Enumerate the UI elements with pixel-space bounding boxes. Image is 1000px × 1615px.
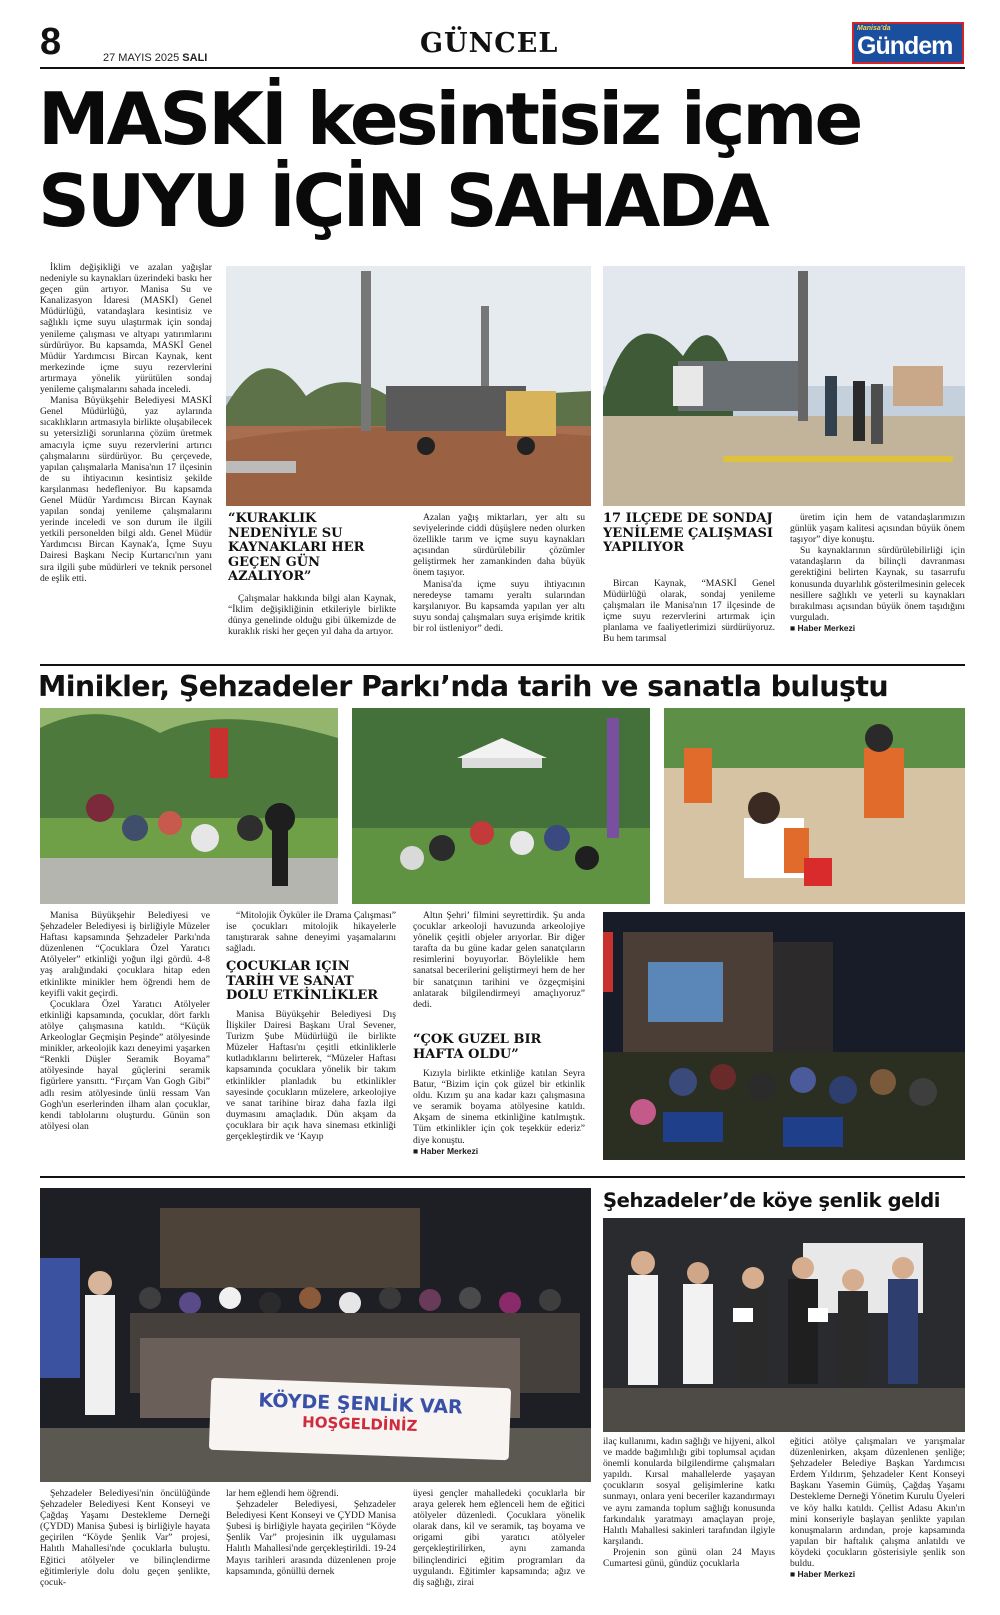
story1-headline-line2: SUYU İÇİN SAHADA [38,159,767,243]
paragraph: üretim için hem de vatandaşlarımızın günlük yaşam kalitesi açısından büyük önem taşıyor” diye konuştu. [790,512,965,546]
story1-column-2 [228,593,396,659]
day-text: SALI [182,52,208,64]
village-festival-banner [209,1378,511,1460]
issue-date [103,52,207,64]
paragraph: Manisa'da içme suyu ihtiyacının neredeyse tamamı yeraltı sularından karşılanıyor. Bu kapsamda yapılan yer altı suyu sondaj çalışmaları suya erişimde kritik bir rol üstleniyor” dedi. [413,578,585,634]
story3-column-2 [226,1488,396,1606]
story1-column-3 [413,512,585,659]
story2-divider [40,1176,965,1178]
group-photo-with-banner [40,1188,591,1482]
section-title: GÜNCEL [420,28,559,59]
paragraph: Manisa Büyükşehir Belediyesi Dış İlişkiler Dairesi Başkanı Ural Sevener, Turizm Şube Müdürlüğü ile birlikte Müzeler Haftası'nı çeşitli etkinliklerle kutladıklarını belirterek, “Müzeler Haftası kapsamında çocuklara yönelik bir takım etkinlikler planladık bu etkinlikler sayesinde çocukların müzelere, arkeolojiye ve sanat tarihine biraz daha fazla ilgi duymasını amaçladık. Dün akşam da çocuklara bir açık hava sineması etkinliği gerçekleştirdik ve ‘Kayıp [226,1009,396,1143]
paragraph: İklim değişikliği ve azalan yağışlar nedeniyle su kaynakları üzerindeki baskı her geçen gün artıyor. Manisa Su ve Kanalizasyon İdaresi (MASKİ) Genel Müdürlüğü, vatandaşlara kesintisiz ve sağlıklı içme suyu ulaştırmak için sondaj yenileme çalışması ve altyapı yatırımlarını sürdürüyor. Bu kapsamda, MASKİ Genel Müdür Yardımcısı Bircan Kaynak, kent merkezinde içme suyu rezervlerini artırmaya yönelik yürütülen sondaj yenileme çalışmalarını sahada inceledi. [40,262,212,396]
story1-divider [40,664,965,666]
paragraph: Altın Şehri’ filmini seyrettirdik. Şu anda çocuklar arkeoloji havuzunda arkeolojiye yönelik çeşitli objeler arıyorlar. Bir diğer tarafta da bu güne kadar gelen sanatçıların resimlerini boyuyorlar. Böylelikle hem sanatsal becerilerini geliştirmeyi hem de her bir sanatçının tarihini ve özgeçmişini anlatarak bilgilendirmeyi amaçlıyoruz” dedi. [413,910,585,1010]
story1-column-4 [603,578,775,659]
newspaper-logo [852,22,964,64]
story2-column-1 [40,910,210,1158]
site-inspection-photo [603,266,965,506]
story1-headline [38,78,968,242]
byline: ■ Haber Merkezi [413,1145,479,1156]
logo-top-text: Manisa'da [857,25,891,32]
tent-crowd-photo [352,708,650,904]
banner-line-1: KÖYDE ŞENLİK VAR [258,1389,463,1419]
paragraph: Projenin son günü olan 24 Mayıs Cumartesi günü, gündüz çocuklarla [603,1546,775,1570]
banner-line-2: HOŞGELDİNİZ [301,1412,418,1436]
paragraph: lar hem eğlendi hem öğrendi. [226,1488,339,1499]
story2-column-3a [413,910,585,1028]
award-ceremony-photo [603,1218,965,1432]
story1-column-5 [790,512,965,662]
story2-subhead-activities: ÇOCUKLAR İÇİN TARİH VE SANAT DOLU ETKİNLİKLER [226,960,379,1003]
drilling-rig-photo [226,266,591,506]
paragraph: Çalışmalar hakkında bilgi alan Kaynak, “İklim değişikliğinin etkileriyle birlikte dünya genelinde olduğu gibi ülkemizde de kuraklık riski her geçen yıl daha da artıyor. [228,593,396,638]
sandpit-kids-photo [664,708,965,904]
story1-subhead-drought: “KURAKLIK NEDENİYLE SU KAYNAKLARI HER GEÇEN GÜN AZALIYOR” [228,512,365,584]
byline: ■ Haber Merkezi [790,1569,856,1580]
story3-column-4 [603,1436,775,1606]
story1-subhead-17-districts: 17 İLÇEDE DE SONDAJ YENİLEME ÇALIŞMASI YAPILIYOR [603,512,774,555]
story3-column-1 [40,1488,210,1606]
paragraph: Su kaynaklarının sürdürülebilirliği için vatandaşların da bilinçli davranması gerektiğini belirten Kaynak, su tasarrufu konusunda duyarlılık gösterilmesinin gelecek nesillere sağlıklı ve yeterli su kaynakları bırakılması açısından büyük önem taşıdığını vurguladı. [790,545,965,623]
story1-headline-line1: MASKİ kesintisiz içme [38,77,861,161]
story3-column-5 [790,1436,965,1606]
paragraph: Çocuklara Özel Yaratıcı Atölyeler etkinliği kapsamında, çocuklar, dört farklı atölye çalışmasına katıldı. “Küçük Arkeologlar Geçmişin Peşinde” atölyesinde minikler, arkeolojik kazı deneyimi yaşarken “Renkli Düşler Seramik Boyama” atölyesinde hayal güçlerini seramik figürlere yansıttı. “Fırçam Van Gogh Gibi” adlı resim atölyesinde ünlü ressam Van Gogh'un eserlerinden ilham alan çocuklar, kendi tablolarını oluşturdu. Günün son atölyesi olan [40,998,210,1132]
paragraph: üyesi gençler mahalledeki çocuklarla bir araya gelerek hem eğlenceli hem de eğitici atölyeler düzenledi. Çocuklara yönelik olarak dans, kil ve seramik, taş boyama ve origami gibi yaratıcı atölyeler gerçekleştirilirken, aynı zamanda bilinçlendirici eğitim programları da uygulandı. Eğitimler kapsamında; ağız ve diş sağlığı, zirai [413,1488,585,1588]
paragraph: Azalan yağış miktarları, yer altı su seviyelerinde ciddi düşüşlere neden olurken özellikle tarım ve içme suyu kaynakları açısından sürdürülebilir çözümler geliştirmek her zamankinden daha büyük önem taşıyor. [413,512,585,579]
story2-column-2a [226,910,396,956]
story2-column-2b [226,1009,396,1158]
story3-headline: Şehzadeler’de köye şenlik geldi [603,1189,941,1212]
story2-subhead-great-week: “ÇOK GÜZEL BİR HAFTA OLDU” [413,1033,542,1062]
paragraph: Manisa Büyükşehir Belediyesi MASKİ Genel Müdürlüğü, yaz aylarında sıcaklıkların artmasıyla birlikte oluşabilecek su yetersizliği sorunlarına çözüm üretmek amacıyla içme suyu rezervlerini artırıcı çalışmalarını sürdürüyor. Bu çerçevede, yapılan çalışmalarla Manisa'nın 17 ilçesinin de su ihtiyacının kesintisiz şekilde karşılanması hedefleniyor. Bu kapsamda Genel Müdür Yardımcısı Bircan Kaynak yapılan sondaj yenileme çalışmalarını yerinde inceledi ve son durum ile ilgili yetkili personelden bilgi aldı. Genel Müdür Yardımcısı Bircan Kaynak'a, İçme Suyu Dairesi Başkanı Necip Kurtarıcı'nın yanı sıra ilgili şube müdürleri ve teknik personel de eşlik etti. [40,395,212,584]
paragraph: “Mitolojik Öyküler ile Drama Çalışması” ise çocukları mitolojik hikayelerle tanıştırarak sahne deneyimi yaşamalarını sağladı. [226,910,396,955]
story2-headline: Minikler, Şehzadeler Parkı’nda tarih ve sanatla buluştu [38,670,889,703]
park-audience-photo [40,708,338,904]
logo-main-text: Gündem [857,32,953,60]
paragraph: Kızıyla birlikte etkinliğe katılan Seyra Batur, “Bizim için çok güzel bir etkinlik oldu. Kızım şu ana kadar kazı çalışmasına ve seramik boyama atölyesine katıldı. Akşam de sinema etkinliğine katılmıştık. Tüm etkinlikler için çok teşekkür ederiz” diye konuştu. [413,1068,585,1146]
paragraph: Manisa Büyükşehir Belediyesi ve Şehzadeler Belediyesi iş birliğiyle Müzeler Haftası kapsamında Şehzadeler Parkı'nda düzenlenen “Çocuklara Özel Yaratıcı Atölyeler” etkinliği yoğun ilgi gördü. 4-8 yaş aralığındaki çocuklara hitap eden etkinlikte minikler hem öğrendi hem de keyifli vakit geçirdi. [40,910,210,999]
story1-column-1 [40,262,212,658]
paragraph: eğitici atölye çalışmaları ve yarışmalar düzenlenirken, akşam düzenlenen şenliğe; Şehzadeler Belediye Başkan Yardımcısı Erdem Yıldırım, Şehzadeler Kent Konseyi Başkanı Yasemin Gümüş, Çağdaş Yaşamı Destekleme Derneği Yönetim Kurulu Üyeleri ve köy halkı katıldı. Çellist Adasu Akın'ın mini konseriyle başlayan şenlikte yapılan konuşmaların ardından, proje kapsamında yapılan bir haftalık çalışma anlatıldı ve köydeki çocukların gösterisiyle şenlik son buldu. [790,1436,965,1570]
paragraph: Şehzadeler Belediyesi, Şehzadeler Belediyesi Kent Konseyi ve ÇYDD Manisa Şubesi iş birliğiyle hayata geçirilen “Köyde Şenlik Var” projesinin ilk uygulaması Halıtlı Mahallesi'nde gerçekleştirildi. 19-24 Mayıs tarihleri arasında düzenlenen proje kapsamında, gönüllü dernek [226,1499,396,1577]
paragraph: Şehzadeler Belediyesi'nin öncülüğünde Şehzadeler Belediyesi Kent Konseyi ve Çağdaş Yaşamı Destekleme Derneği (ÇYDD) Manisa Şubesi iş birliğiyle hayata geçirilen “Köyde Şenlik Var” projesi, Halıtlı Mahallesi'nde çocuklarla buluştu. Eğitici atölyeler ve bilinçlendirme eğitimleriyle dolu dolu geçen şenlikte, çocuk- [40,1488,210,1588]
header-rule [40,67,965,69]
story3-column-3 [413,1488,585,1606]
date-text: 27 MAYIS 2025 [103,52,180,64]
paragraph: ilaç kullanımı, kadın sağlığı ve hijyeni, alkol ve madde bağımlılığı gibi toplumsal açıdan önemli konularda bilgilendirme çalışmaları yapıldı. Kırsal mahallelerde yaşayan çocukların sosyal gelişimlerine katkı sunmayı, onlara yeni beceriler kazandırmayı ve aynı zamanda toplum sağlığı konusunda farkındalık yaratmayı amaçlayan proje, Halıtlı Mahallesi sakinleri tarafından ilgiyle karşılandı. [603,1436,775,1547]
byline: ■ Haber Merkezi [790,622,856,633]
open-air-cinema-photo [603,912,965,1160]
story2-column-3b [413,1068,585,1160]
page-number: 8 [40,21,62,63]
paragraph: Bircan Kaynak, “MASKİ Genel Müdürlüğü olarak, sondaj yenileme çalışmaları ile Manisa'nın 17 ilçesinde de içme suyu rezervlerini artırmak için planlama ve faaliyetlerimizi sürdürüyoruz. Bu hem tarımsal [603,578,775,645]
